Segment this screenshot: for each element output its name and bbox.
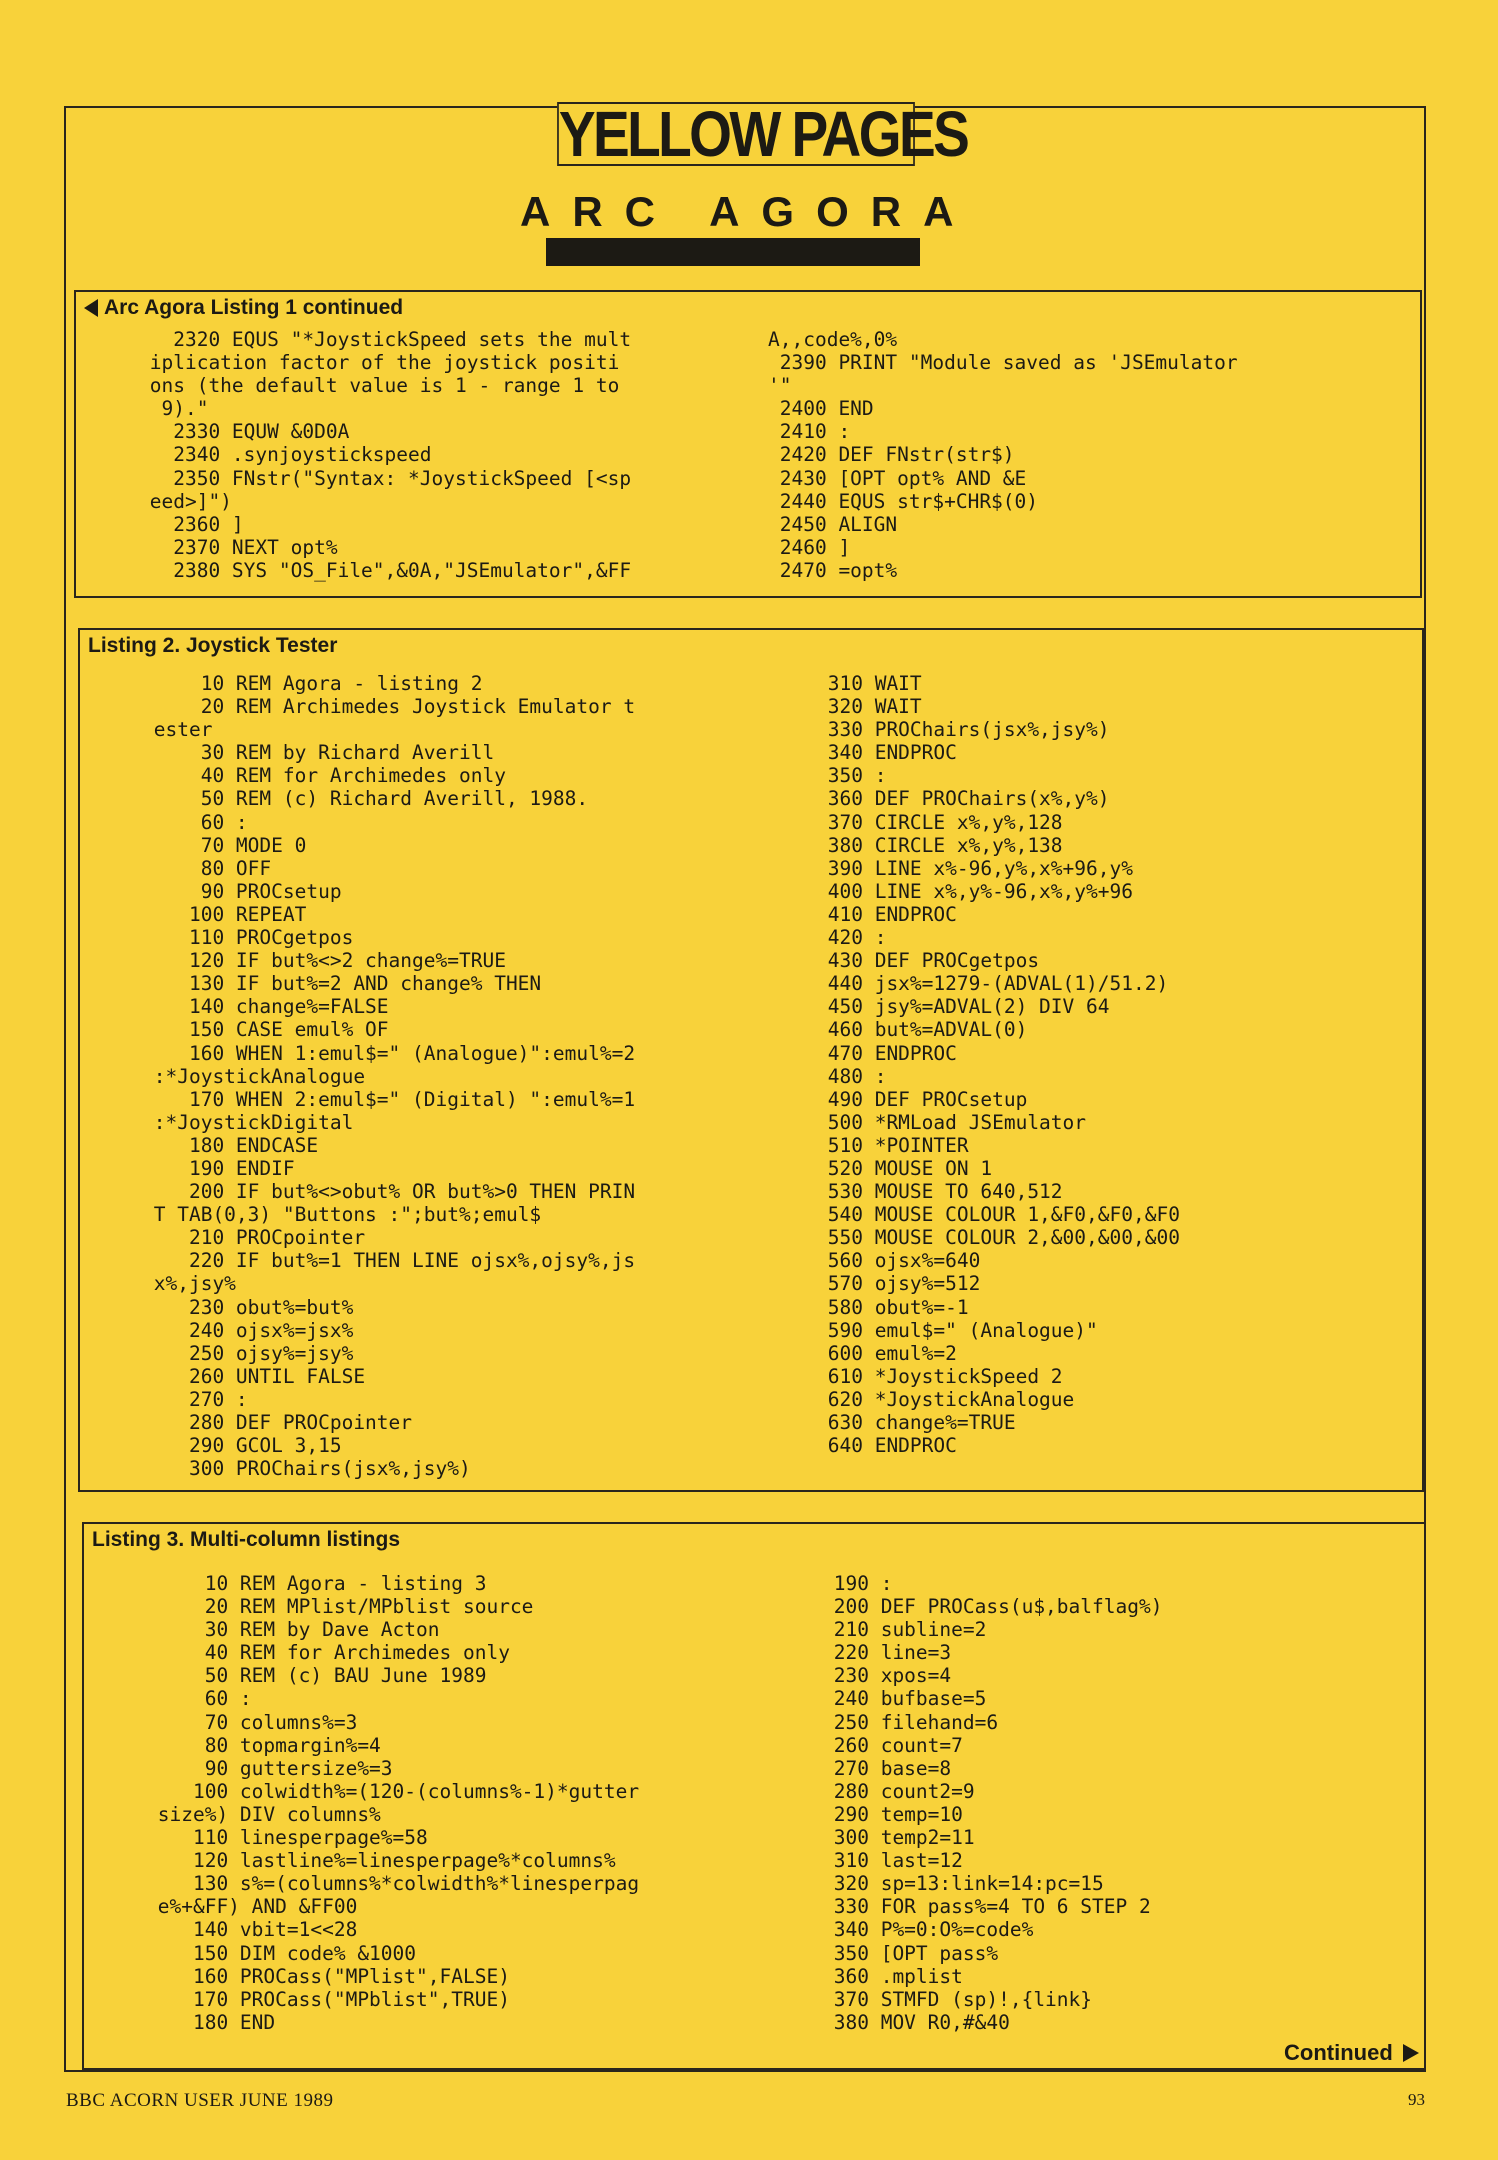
listing-1-title <box>84 296 403 320</box>
continued-marker <box>1284 2040 1419 2066</box>
right-arrow-icon <box>1403 2044 1419 2062</box>
continued-text: Continued <box>1284 2040 1393 2065</box>
listing-3-title-text: Listing 3. Multi-column listings <box>92 1528 400 1551</box>
listing-1-box <box>74 290 1422 598</box>
footer-publication: BBC ACORN USER JUNE 1989 <box>66 2090 334 2111</box>
section-masthead: YELLOW PAGES <box>558 98 968 170</box>
listing-3-box <box>82 1522 1426 2070</box>
listing-1-right-column: A,,code%,0% 2390 PRINT "Module saved as 'JSEmulator '" 2400 END 2410 : 2420 DEF FNstr(str$) 2430 [OPT opt% AND &E 2440 EQUS str$+CHR$(0) 2450 ALIGN 2460 ] 2470 =opt% <box>768 328 1238 582</box>
listing-3-title <box>92 1528 400 1552</box>
listing-3-right-column: 190 : 200 DEF PROCass(u$,balflag%) 210 subline=2 220 line=3 230 xpos=4 240 bufbase=5 250 filehand=6 260 count=7 270 base=8 280 count2=9 290 temp=10 300 temp2=11 310 last=12 320 sp=13:link=14:pc=15 330 FOR pass%=4 TO 6 STEP 2 340 P%=0:O%=code% 350 [OPT pass% 360 .mplist 370 STMFD (sp)!,{link} 380 MOV R0,#&40 <box>833 1572 1163 2034</box>
title-underline-bar <box>546 238 920 266</box>
section-subtitle: ARC AGORA <box>520 188 976 235</box>
footer-page-number: 93 <box>1408 2090 1425 2109</box>
listing-2-box <box>78 628 1424 1492</box>
listing-3-left-column: 10 REM Agora - listing 3 20 REM MPlist/MPblist source 30 REM by Dave Acton 40 REM for Archimedes only 50 REM (c) BAU June 1989 60 : 70 columns%=3 80 topmargin%=4 90 guttersize%=3 100 colwidth%=(120-(columns%-1)*gutter size%) DIV columns% 110 linesperpage%=58 120 lastline%=linesperpage%*columns% 130 s%=(columns%*colwidth%*linesperpag e%+&FF) AND &FF00 140 vbit=1<<28 150 DIM code% &1000 160 PROCass("MPlist",FALSE) 170 PROCass("MPblist",TRUE) 180 END <box>157 1572 640 2034</box>
listing-2-left-column: 10 REM Agora - listing 2 20 REM Archimedes Joystick Emulator t ester 30 REM by Richard Averill 40 REM for Archimedes only 50 REM (c) Richard Averill, 1988. 60 : 70 MODE 0 80 OFF 90 PROCsetup 100 REPEAT 110 PROCgetpos 120 IF but%<>2 change%=TRUE 130 IF but%=2 AND change% THEN 140 change%=FALSE 150 CASE emul% OF 160 WHEN 1:emul$=" (Analogue)":emul%=2 :*JoystickAnalogue 170 WHEN 2:emul$=" (Digital) ":emul%=1 :*JoystickDigital 180 ENDCASE 190 ENDIF 200 IF but%<>obut% OR but%>0 THEN PRIN T TAB(0,3) "Buttons :";but%;emul$ 210 PROCpointer 220 IF but%=1 THEN LINE ojsx%,ojsy%,js x%,jsy% 230 obut%=but% 240 ojsx%=jsx% 250 ojsy%=jsy% 260 UNTIL FALSE 270 : 280 DEF PROCpointer 290 GCOL 3,15 300 PROChairs(jsx%,jsy%) <box>153 672 636 1481</box>
listing-1-left-column: 2320 EQUS "*JoystickSpeed sets the mult iplication factor of the joystick positi ons (the default value is 1 - range 1 to 9)." 2330 EQUW &0D0A 2340 .synjoystickspeed 2350 FNstr("Syntax: *JoystickSpeed [<sp eed>]") 2360 ] 2370 NEXT opt% 2380 SYS "OS_File",&0A,"JSEmulator",&FF <box>149 328 632 582</box>
listing-2-title-text: Listing 2. Joystick Tester <box>88 634 338 657</box>
left-arrow-icon <box>84 299 98 317</box>
listing-1-title-text: Arc Agora Listing 1 continued <box>104 296 404 319</box>
listing-2-right-column: 310 WAIT 320 WAIT 330 PROChairs(jsx%,jsy%) 340 ENDPROC 350 : 360 DEF PROChairs(x%,y%) 370 CIRCLE x%,y%,128 380 CIRCLE x%,y%,138 390 LINE x%-96,y%,x%+96,y% 400 LINE x%,y%-96,x%,y%+96 410 ENDPROC 420 : 430 DEF PROCgetpos 440 jsx%=1279-(ADVAL(1)/51.2) 450 jsy%=ADVAL(2) DIV 64 460 but%=ADVAL(0) 470 ENDPROC 480 : 490 DEF PROCsetup 500 *RMLoad JSEmulator 510 *POINTER 520 MOUSE ON 1 530 MOUSE TO 640,512 540 MOUSE COLOUR 1,&F0,&F0,&F0 550 MOUSE COLOUR 2,&00,&00,&00 560 ojsx%=640 570 ojsy%=512 580 obut%=-1 590 emul$=" (Analogue)" 600 emul%=2 610 *JoystickSpeed 2 620 *JoystickAnalogue 630 change%=TRUE 640 ENDPROC <box>827 672 1180 1458</box>
listing-2-title <box>88 634 337 658</box>
